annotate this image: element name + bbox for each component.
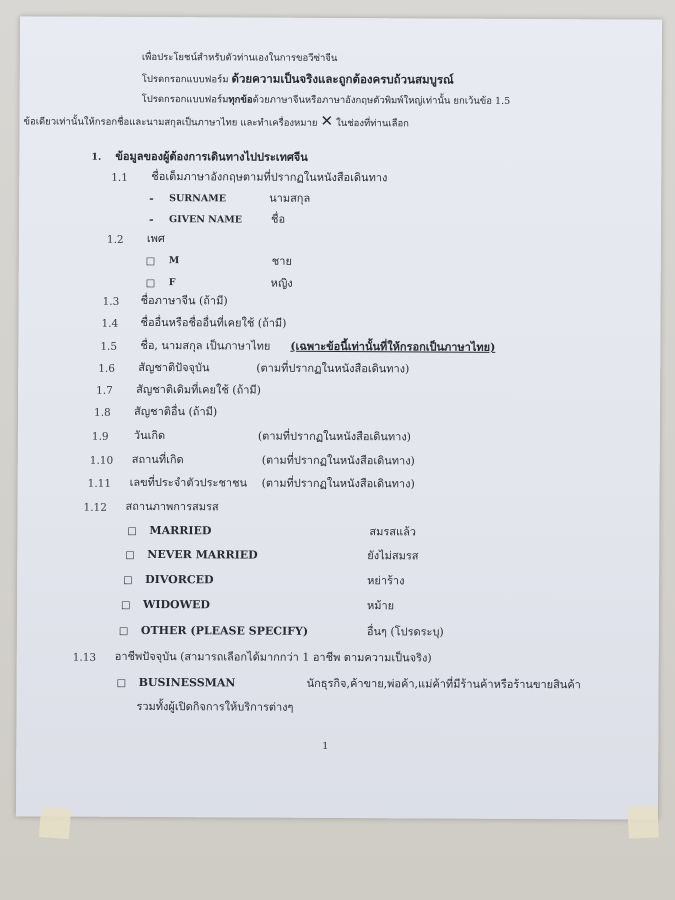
item-1-5-label: ชื่อ, นามสกุล เป็นภาษาไทย (140, 338, 271, 353)
widowed-label-th: หม้าย (366, 599, 395, 613)
item-1-11-number: 1.11 (87, 477, 112, 490)
widowed-label-en: WIDOWED (142, 597, 210, 612)
item-1-3-number: 1.3 (102, 295, 120, 308)
surname-label-en: SURNAME (169, 193, 227, 205)
never-married-label-en: NEVER MARRIED (147, 547, 258, 562)
surname-bullet: - (149, 192, 154, 206)
item-1-3-label: ชื่อภาษาจีน (ถ้ามี) (140, 293, 228, 308)
header-line-2 (142, 71, 454, 89)
other-label-en: OTHER (PLEASE SPECIFY) (140, 623, 309, 638)
item-1-1-number: 1.1 (111, 171, 128, 184)
section-1-number: 1. (91, 151, 102, 163)
married-checkbox[interactable]: □ (127, 525, 137, 537)
other-checkbox[interactable]: □ (118, 625, 129, 637)
header-line-2-bold: ด้วยความเป็นจริงและถูกต้องครบถ้วนสมบูรณ์ (231, 71, 454, 87)
item-1-9-note: (ตามที่ปรากฏในหนังสือเดินทาง) (257, 429, 412, 444)
x-mark-icon: ✕ (320, 111, 334, 130)
header-line-3-suffix: ด้วยภาษาจีนหรือภาษาอังกฤษตัวพิมพ์ใหญ่เท่านั้น ยกเว้นข้อ 1.5 (252, 94, 511, 107)
header-line-4 (24, 112, 409, 131)
item-1-6-note: (ตามที่ปรากฏในหนังสือเดินทาง) (256, 361, 410, 376)
document-sheet (16, 16, 662, 819)
businessman-checkbox[interactable]: □ (116, 677, 127, 689)
male-label-th: ชาย (271, 254, 292, 268)
item-1-5-note: (เฉพาะข้อนี้เท่านั้นที่ให้กรอกเป็นภาษาไทย) (290, 339, 496, 354)
item-1-10-number: 1.10 (89, 454, 114, 467)
male-label-en: M (168, 255, 180, 267)
section-1-title: ข้อมูลของผู้ต้องการเดินทางไปประเทศจีน (115, 149, 308, 164)
item-1-7-label: สัญชาติเดิมที่เคยใช้ (ถ้ามี) (136, 382, 262, 397)
divorced-checkbox[interactable]: □ (123, 574, 133, 586)
never-married-checkbox[interactable]: □ (125, 549, 135, 561)
businessman-label-th-2: รวมทั้งผู้เปิดกิจการให้บริการต่างๆ (136, 699, 294, 714)
item-1-4-number: 1.4 (101, 317, 119, 330)
header-line-3-prefix: โปรดกรอกแบบฟอร์ม (141, 93, 229, 106)
divorced-label-en: DIVORCED (145, 572, 214, 587)
item-1-2-number: 1.2 (106, 233, 124, 246)
item-1-4-label: ชื่ออื่นหรือชื่ออื่นที่เคยใช้ (ถ้ามี) (140, 315, 287, 330)
item-1-5-number: 1.5 (100, 340, 118, 353)
surname-label-th: นามสกุล (269, 191, 311, 205)
item-1-9-label: วันเกิด (133, 428, 166, 443)
item-1-11-label: เลขที่ประจำตัวประชาชน (129, 475, 248, 490)
item-1-12-number: 1.12 (83, 501, 107, 514)
item-1-8-label: สัญชาติอื่น (ถ้ามี) (133, 404, 218, 419)
never-married-label-th: ยังไม่สมรส (367, 549, 419, 563)
item-1-12-label: สถานภาพการสมรส (125, 499, 219, 514)
married-label-en: MARRIED (149, 524, 212, 538)
female-checkbox[interactable]: □ (145, 277, 156, 290)
given-name-bullet: - (149, 213, 154, 227)
item-1-11-note: (ตามที่ปรากฏในหนังสือเดินทาง) (261, 476, 415, 491)
header-line-1: เพื่อประโยชน์สำหรับตัวท่านเองในการขอวีซ่าจีน (141, 51, 338, 64)
header-line-3 (142, 93, 511, 109)
divorced-label-th: หย่าร้าง (367, 574, 405, 588)
item-1-10-note: (ตามที่ปรากฏในหนังสือเดินทาง) (261, 453, 415, 468)
header-line-2-prefix: โปรดกรอกแบบฟอร์ม (141, 73, 232, 86)
tape-bottom-right (627, 805, 659, 839)
female-label-th: หญิง (270, 276, 293, 290)
married-label-th: สมรสแล้ว (369, 525, 417, 539)
item-1-1-label: ชื่อเต็มภาษาอังกฤษตามที่ปรากฏในหนังสือเดินทาง (151, 170, 388, 185)
female-label-en: F (168, 277, 176, 289)
widowed-checkbox[interactable]: □ (120, 599, 131, 611)
header-line-4-prefix: ข้อเดียวเท่านั้นให้กรอกชื่อและนามสกุลเป็นภาษาไทย และทำเครื่องหมาย (23, 116, 318, 129)
item-1-13-number: 1.13 (72, 651, 97, 664)
given-name-label-en: GIVEN NAME (169, 214, 243, 226)
other-label-th: อื่นๆ (โปรดระบุ) (366, 625, 444, 639)
tape-bottom-left (39, 807, 71, 839)
item-1-13-label: อาชีพปัจจุบัน (สามารถเลือกได้มากกว่า 1 อาชีพ ตามความเป็นจริง) (114, 649, 432, 665)
header-line-3-bold: ทุกข้อ (228, 94, 253, 106)
given-name-label-th: ชื่อ (271, 212, 286, 226)
businessman-label-th: นักธุรกิจ,ค้าขาย,พ่อค้า,แม่ค้าที่มีร้านค้าหรือร้านขายสินค้า (306, 676, 581, 692)
businessman-label-en: BUSINESSMAN (138, 675, 236, 690)
header-line-4-suffix: ในช่องที่ท่านเลือก (336, 117, 409, 130)
item-1-6-label: สัญชาติปัจจุบัน (138, 360, 210, 375)
item-1-7-number: 1.7 (96, 384, 113, 397)
item-1-8-number: 1.8 (93, 406, 111, 419)
male-checkbox[interactable]: □ (145, 255, 156, 268)
item-1-9-number: 1.9 (91, 430, 109, 443)
item-1-2-label: เพศ (146, 231, 165, 246)
item-1-6-number: 1.6 (98, 362, 115, 375)
item-1-10-label: สถานที่เกิด (131, 452, 184, 467)
page-number: 1 (322, 740, 329, 752)
